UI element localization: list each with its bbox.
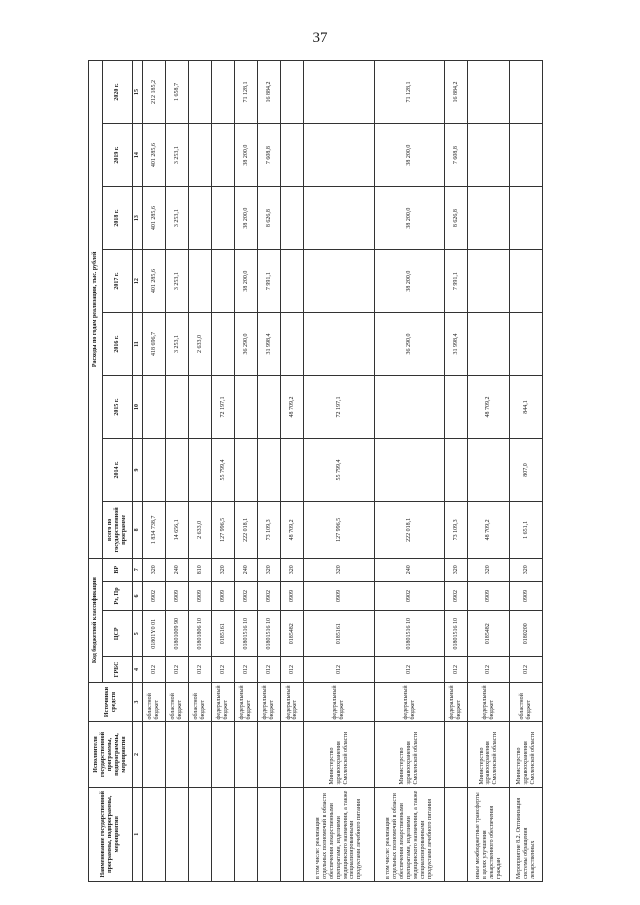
table-row xyxy=(189,61,212,882)
cell-total: 73 109,3 xyxy=(258,502,281,559)
header-executor: Исполнители государственной программы, подпрограммы, мероприятия xyxy=(89,722,133,787)
cell-y2019: 7 608,8 xyxy=(445,124,468,187)
cell-program-name xyxy=(281,787,304,881)
cell-total: 14 656,1 xyxy=(166,502,189,559)
cell-vr: 240 xyxy=(166,558,189,581)
cell-y2016 xyxy=(510,313,543,376)
cell-y2014 xyxy=(189,439,212,502)
cell-y2016 xyxy=(304,313,374,376)
cell-rzpr: 0902 xyxy=(143,581,166,610)
cell-csr: 01801009 90 xyxy=(166,611,189,657)
cell-rzpr: 0909 xyxy=(166,581,189,610)
cell-source: областной бюджет xyxy=(510,682,543,722)
cell-y2014: 55 799,4 xyxy=(212,439,235,502)
cell-y2016: 418 696,7 xyxy=(143,313,166,376)
cell-y2014 xyxy=(143,439,166,502)
cell-rzpr: 0909 xyxy=(304,581,374,610)
cell-y2018: 3 253,1 xyxy=(166,187,189,250)
cell-executor xyxy=(166,722,189,787)
cell-y2018: 8 626,8 xyxy=(445,187,468,250)
cell-y2020: 212 185,2 xyxy=(143,61,166,124)
cell-y2019: 38 200,0 xyxy=(235,124,258,187)
col-number: 1 xyxy=(133,787,143,881)
cell-y2019 xyxy=(281,124,304,187)
cell-executor xyxy=(445,722,468,787)
header-year-2018: 2018 г. xyxy=(103,187,133,250)
header-program-name: Наименование государственной программы, подпрограммы, мероприятия xyxy=(89,787,133,881)
cell-y2017: 7 991,1 xyxy=(445,250,468,313)
cell-y2018: 38 200,0 xyxy=(235,187,258,250)
header-csr: ЦСР xyxy=(103,611,133,657)
cell-program-name xyxy=(143,787,166,881)
col-number: 15 xyxy=(133,61,143,124)
cell-grbs: 012 xyxy=(189,657,212,682)
cell-y2019 xyxy=(212,124,235,187)
cell-y2016 xyxy=(468,313,510,376)
cell-y2016 xyxy=(212,313,235,376)
cell-csr: 01801Y0 01 xyxy=(143,611,166,657)
cell-total: 1 834 738,7 xyxy=(143,502,166,559)
cell-rzpr: 0902 xyxy=(445,581,468,610)
col-number: 9 xyxy=(133,439,143,502)
cell-total: 2 633,0 xyxy=(189,502,212,559)
cell-y2017: 7 991,1 xyxy=(258,250,281,313)
cell-y2019: 401 285,6 xyxy=(143,124,166,187)
cell-source: федеральный бюджет xyxy=(304,682,374,722)
cell-total: 127 996,5 xyxy=(212,502,235,559)
cell-y2015: 844,1 xyxy=(510,376,543,439)
cell-executor: Министерство здравоохранения Смоленской области xyxy=(510,722,543,787)
cell-csr: 0185482 xyxy=(468,611,510,657)
cell-source: федеральный бюджет xyxy=(468,682,510,722)
cell-program-name xyxy=(445,787,468,881)
cell-y2017: 38 200,0 xyxy=(235,250,258,313)
cell-y2016: 31 998,4 xyxy=(258,313,281,376)
cell-program-name: иные межбюджетные трансферты в целях улучшения лекарственного обеспечения граждан xyxy=(468,787,510,881)
cell-y2014 xyxy=(166,439,189,502)
cell-y2020: 16 884,2 xyxy=(445,61,468,124)
cell-executor xyxy=(235,722,258,787)
cell-total: 127 996,5 xyxy=(304,502,374,559)
cell-program-name xyxy=(189,787,212,881)
cell-executor xyxy=(258,722,281,787)
cell-y2016: 36 290,0 xyxy=(235,313,258,376)
cell-vr: 320 xyxy=(212,558,235,581)
table-row xyxy=(281,61,304,882)
cell-y2017 xyxy=(510,250,543,313)
table-row xyxy=(166,61,189,882)
cell-y2019: 38 200,0 xyxy=(374,124,444,187)
cell-y2015: 72 197,1 xyxy=(212,376,235,439)
cell-y2018 xyxy=(281,187,304,250)
cell-executor: Министерство здравоохранения Смоленской области xyxy=(374,722,444,787)
cell-y2019: 3 253,1 xyxy=(166,124,189,187)
cell-program-name xyxy=(258,787,281,881)
cell-y2018 xyxy=(304,187,374,250)
cell-y2016: 36 290,0 xyxy=(374,313,444,376)
cell-y2014: 55 799,4 xyxy=(304,439,374,502)
cell-y2014 xyxy=(445,439,468,502)
cell-y2016: 31 998,4 xyxy=(445,313,468,376)
cell-program-name: в том числе: реализация отдельных полномочий в области обеспечения лекарственными препаратами, изделиями медицинского назначения, а также специализированными продуктами лечебного питания xyxy=(304,787,374,881)
table-row xyxy=(468,61,510,882)
cell-executor: Министерство здравоохранения Смоленской области xyxy=(304,722,374,787)
cell-y2019 xyxy=(304,124,374,187)
cell-source: федеральный бюджет xyxy=(445,682,468,722)
cell-rzpr: 0909 xyxy=(510,581,543,610)
cell-executor xyxy=(212,722,235,787)
cell-source: федеральный бюджет xyxy=(374,682,444,722)
cell-y2014 xyxy=(468,439,510,502)
cell-y2016 xyxy=(281,313,304,376)
col-number: 5 xyxy=(133,611,143,657)
cell-grbs: 012 xyxy=(304,657,374,682)
cell-y2020: 71 128,1 xyxy=(374,61,444,124)
cell-source: федеральный бюджет xyxy=(281,682,304,722)
cell-vr: 320 xyxy=(304,558,374,581)
table-row xyxy=(258,61,281,882)
header-year-2019: 2019 г. xyxy=(103,124,133,187)
cell-y2020 xyxy=(212,61,235,124)
cell-source: федеральный бюджет xyxy=(212,682,235,722)
cell-y2014 xyxy=(281,439,304,502)
cell-y2017: 3 253,1 xyxy=(166,250,189,313)
cell-total: 222 018,1 xyxy=(235,502,258,559)
cell-y2018: 8 626,8 xyxy=(258,187,281,250)
cell-y2017 xyxy=(468,250,510,313)
cell-y2020: 71 128,1 xyxy=(235,61,258,124)
cell-executor: Министерство здравоохранения Смоленской области xyxy=(468,722,510,787)
cell-rzpr: 0909 xyxy=(212,581,235,610)
cell-y2015 xyxy=(166,376,189,439)
cell-vr: 810 xyxy=(189,558,212,581)
cell-y2020: 1 658,7 xyxy=(166,61,189,124)
cell-y2015 xyxy=(189,376,212,439)
cell-vr: 320 xyxy=(143,558,166,581)
cell-y2015: 48 709,2 xyxy=(281,376,304,439)
cell-source: федеральный бюджет xyxy=(235,682,258,722)
cell-rzpr: 0909 xyxy=(281,581,304,610)
cell-y2018 xyxy=(212,187,235,250)
col-number: 6 xyxy=(133,581,143,610)
cell-program-name xyxy=(235,787,258,881)
cell-grbs: 012 xyxy=(166,657,189,682)
cell-y2018: 401 285,6 xyxy=(143,187,166,250)
cell-y2017: 38 200,0 xyxy=(374,250,444,313)
cell-y2019 xyxy=(468,124,510,187)
cell-y2014: 807,0 xyxy=(510,439,543,502)
cell-executor xyxy=(189,722,212,787)
cell-grbs: 012 xyxy=(212,657,235,682)
header-year-2017: 2017 г. xyxy=(103,250,133,313)
cell-y2015 xyxy=(258,376,281,439)
cell-y2020 xyxy=(189,61,212,124)
cell-csr: 01801516 10 xyxy=(374,611,444,657)
header-expenses: Расходы по годам реализации, тыс. рублей xyxy=(89,61,103,559)
cell-y2014 xyxy=(235,439,258,502)
col-number: 2 xyxy=(133,722,143,787)
header-year-2014: 2014 г. xyxy=(103,439,133,502)
cell-csr: 0185482 xyxy=(281,611,304,657)
cell-rzpr: 0909 xyxy=(189,581,212,610)
cell-y2018 xyxy=(468,187,510,250)
cell-y2020 xyxy=(510,61,543,124)
cell-vr: 320 xyxy=(468,558,510,581)
cell-y2020 xyxy=(281,61,304,124)
header-budget-code: Код бюджетной классификации xyxy=(89,558,103,682)
header-year-2016: 2016 г. xyxy=(103,313,133,376)
cell-y2015 xyxy=(143,376,166,439)
cell-vr: 320 xyxy=(445,558,468,581)
table-row xyxy=(212,61,235,882)
col-number: 3 xyxy=(133,682,143,722)
cell-y2018 xyxy=(189,187,212,250)
table-row xyxy=(143,61,166,882)
budget-table xyxy=(88,60,543,882)
header-vr: ВР xyxy=(103,558,133,581)
col-number: 14 xyxy=(133,124,143,187)
cell-grbs: 012 xyxy=(510,657,543,682)
cell-y2015 xyxy=(445,376,468,439)
cell-grbs: 012 xyxy=(374,657,444,682)
col-number: 13 xyxy=(133,187,143,250)
cell-vr: 320 xyxy=(510,558,543,581)
cell-grbs: 012 xyxy=(445,657,468,682)
header-year-2020: 2020 г. xyxy=(103,61,133,124)
cell-grbs: 012 xyxy=(143,657,166,682)
table-row xyxy=(445,61,468,882)
cell-total: 222 018,1 xyxy=(374,502,444,559)
cell-y2015: 48 709,2 xyxy=(468,376,510,439)
cell-grbs: 012 xyxy=(258,657,281,682)
cell-csr: 0185161 xyxy=(304,611,374,657)
cell-grbs: 012 xyxy=(468,657,510,682)
cell-csr: 01801516 10 xyxy=(258,611,281,657)
cell-y2016: 2 633,0 xyxy=(189,313,212,376)
cell-y2015: 72 197,1 xyxy=(304,376,374,439)
cell-vr: 320 xyxy=(281,558,304,581)
header-total: всего по государственной программе xyxy=(103,502,133,559)
cell-grbs: 012 xyxy=(281,657,304,682)
cell-y2017 xyxy=(281,250,304,313)
cell-total: 48 709,2 xyxy=(468,502,510,559)
cell-program-name xyxy=(212,787,235,881)
cell-y2016: 3 253,1 xyxy=(166,313,189,376)
header-year-2015: 2015 г. xyxy=(103,376,133,439)
table-row xyxy=(304,61,374,882)
header-rzpr: Рз, Пр xyxy=(103,581,133,610)
cell-y2019 xyxy=(189,124,212,187)
cell-executor xyxy=(143,722,166,787)
cell-csr: 01801516 10 xyxy=(445,611,468,657)
cell-total: 73 109,3 xyxy=(445,502,468,559)
cell-y2017 xyxy=(189,250,212,313)
cell-vr: 320 xyxy=(258,558,281,581)
cell-csr: 0180200 xyxy=(510,611,543,657)
cell-vr: 240 xyxy=(235,558,258,581)
cell-csr: 0185161 xyxy=(212,611,235,657)
cell-csr: 01801516 10 xyxy=(235,611,258,657)
cell-vr: 240 xyxy=(374,558,444,581)
cell-y2015 xyxy=(235,376,258,439)
col-number: 7 xyxy=(133,558,143,581)
col-number: 12 xyxy=(133,250,143,313)
cell-source: областной бюджет xyxy=(143,682,166,722)
col-number: 10 xyxy=(133,376,143,439)
cell-total: 1 651,1 xyxy=(510,502,543,559)
cell-y2017: 401 285,6 xyxy=(143,250,166,313)
cell-y2014 xyxy=(258,439,281,502)
cell-source: областной бюджет xyxy=(189,682,212,722)
cell-y2020 xyxy=(304,61,374,124)
cell-rzpr: 0909 xyxy=(468,581,510,610)
cell-program-name xyxy=(166,787,189,881)
cell-executor xyxy=(281,722,304,787)
cell-y2017 xyxy=(304,250,374,313)
cell-y2020: 16 884,2 xyxy=(258,61,281,124)
cell-program-name: в том числе: реализация отдельных полномочий в области обеспечения лекарственными препаратами, изделиями медицинского назначения, а также специализированными продуктами лечебного питания xyxy=(374,787,444,881)
cell-y2015 xyxy=(374,376,444,439)
cell-grbs: 012 xyxy=(235,657,258,682)
page-number: 37 xyxy=(312,30,328,46)
cell-csr: 01801806 10 xyxy=(189,611,212,657)
rotated-table-container xyxy=(88,60,543,882)
cell-rzpr: 0902 xyxy=(374,581,444,610)
col-number: 4 xyxy=(133,657,143,682)
cell-y2019 xyxy=(510,124,543,187)
cell-total: 48 709,2 xyxy=(281,502,304,559)
cell-y2019: 7 608,8 xyxy=(258,124,281,187)
table-row xyxy=(510,61,543,882)
table-row xyxy=(235,61,258,882)
cell-source: областной бюджет xyxy=(166,682,189,722)
cell-y2017 xyxy=(212,250,235,313)
cell-y2018: 38 200,0 xyxy=(374,187,444,250)
col-number: 11 xyxy=(133,313,143,376)
header-grbs: ГРБС xyxy=(103,657,133,682)
cell-rzpr: 0902 xyxy=(258,581,281,610)
cell-y2014 xyxy=(374,439,444,502)
cell-y2018 xyxy=(510,187,543,250)
cell-program-name: Мероприятие 8.2. Оптимизация системы обращения лекарственных xyxy=(510,787,543,881)
cell-y2020 xyxy=(468,61,510,124)
header-source: Источники средств xyxy=(89,682,133,722)
table-row xyxy=(374,61,444,882)
cell-rzpr: 0902 xyxy=(235,581,258,610)
cell-source: федеральный бюджет xyxy=(258,682,281,722)
table-body xyxy=(143,61,543,882)
col-number: 8 xyxy=(133,502,143,559)
